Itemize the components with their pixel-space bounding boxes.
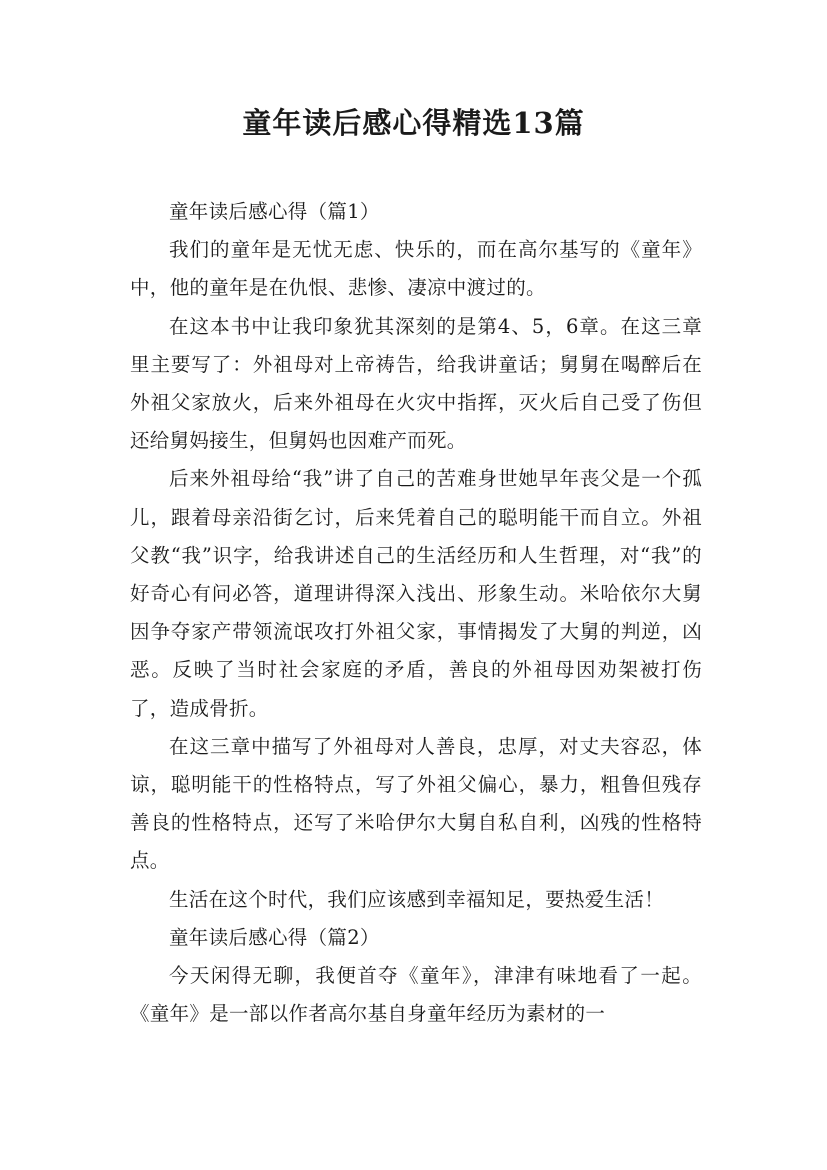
section-heading-1: 童年读后感心得（篇1） bbox=[169, 200, 380, 223]
section-heading-2: 童年读后感心得（篇2） bbox=[169, 925, 380, 949]
paragraph: 生活在这个时代，我们应该感到幸福知足，要热爱生活！ bbox=[169, 887, 665, 911]
paragraph: 在这本书中让我印象犹其深刻的是第4、5，6章。在这三章里主要写了：外祖母对上帝祷告，给我讲童话；舅舅在喝醉后在外祖父家放火，后来外祖母在火灾中指挥，灭火后自己受了伤但还给舅妈接生，但舅妈也因难产而死。 bbox=[130, 314, 702, 453]
document-body bbox=[130, 193, 702, 1033]
paragraph: 在这三章中描写了外祖母对人善良，忠厚，对丈夫容忍，体谅，聪明能干的性格特点，写了外祖父偏心，暴力，粗鲁但残存善良的性格特点，还写了米哈伊尔大舅自私自利，凶残的性格特点。 bbox=[130, 734, 702, 873]
paragraph: 我们的童年是无忧无虑、快乐的，而在高尔基写的《童年》中，他的童年是在仇恨、悲惨、凄凉中渡过的。 bbox=[130, 238, 702, 300]
paragraph: 后来外祖母给“我”讲了自己的苦难身世她早年丧父是一个孤儿，跟着母亲沿街乞讨，后来凭着自己的聪明能干而自立。外祖父教“我”识字，给我讲述自己的生活经历和人生哲理，对“我”的好奇心有问必答，道理讲得深入浅出、形象生动。米哈依尔大舅因争夺家产带领流氓攻打外祖父家，事情揭发了大舅的判逆，凶恶。反映了当时社会家庭的矛盾，善良的外祖母因劝架被打伤了，造成骨折。 bbox=[130, 467, 702, 720]
document-title: 童年读后感心得精选13篇 bbox=[242, 106, 585, 140]
paragraph: 今天闲得无聊，我便首夺《童年》，津津有味地看了一起。《童年》是一部以作者高尔基自身童年经历为素材的一 bbox=[130, 964, 702, 1026]
